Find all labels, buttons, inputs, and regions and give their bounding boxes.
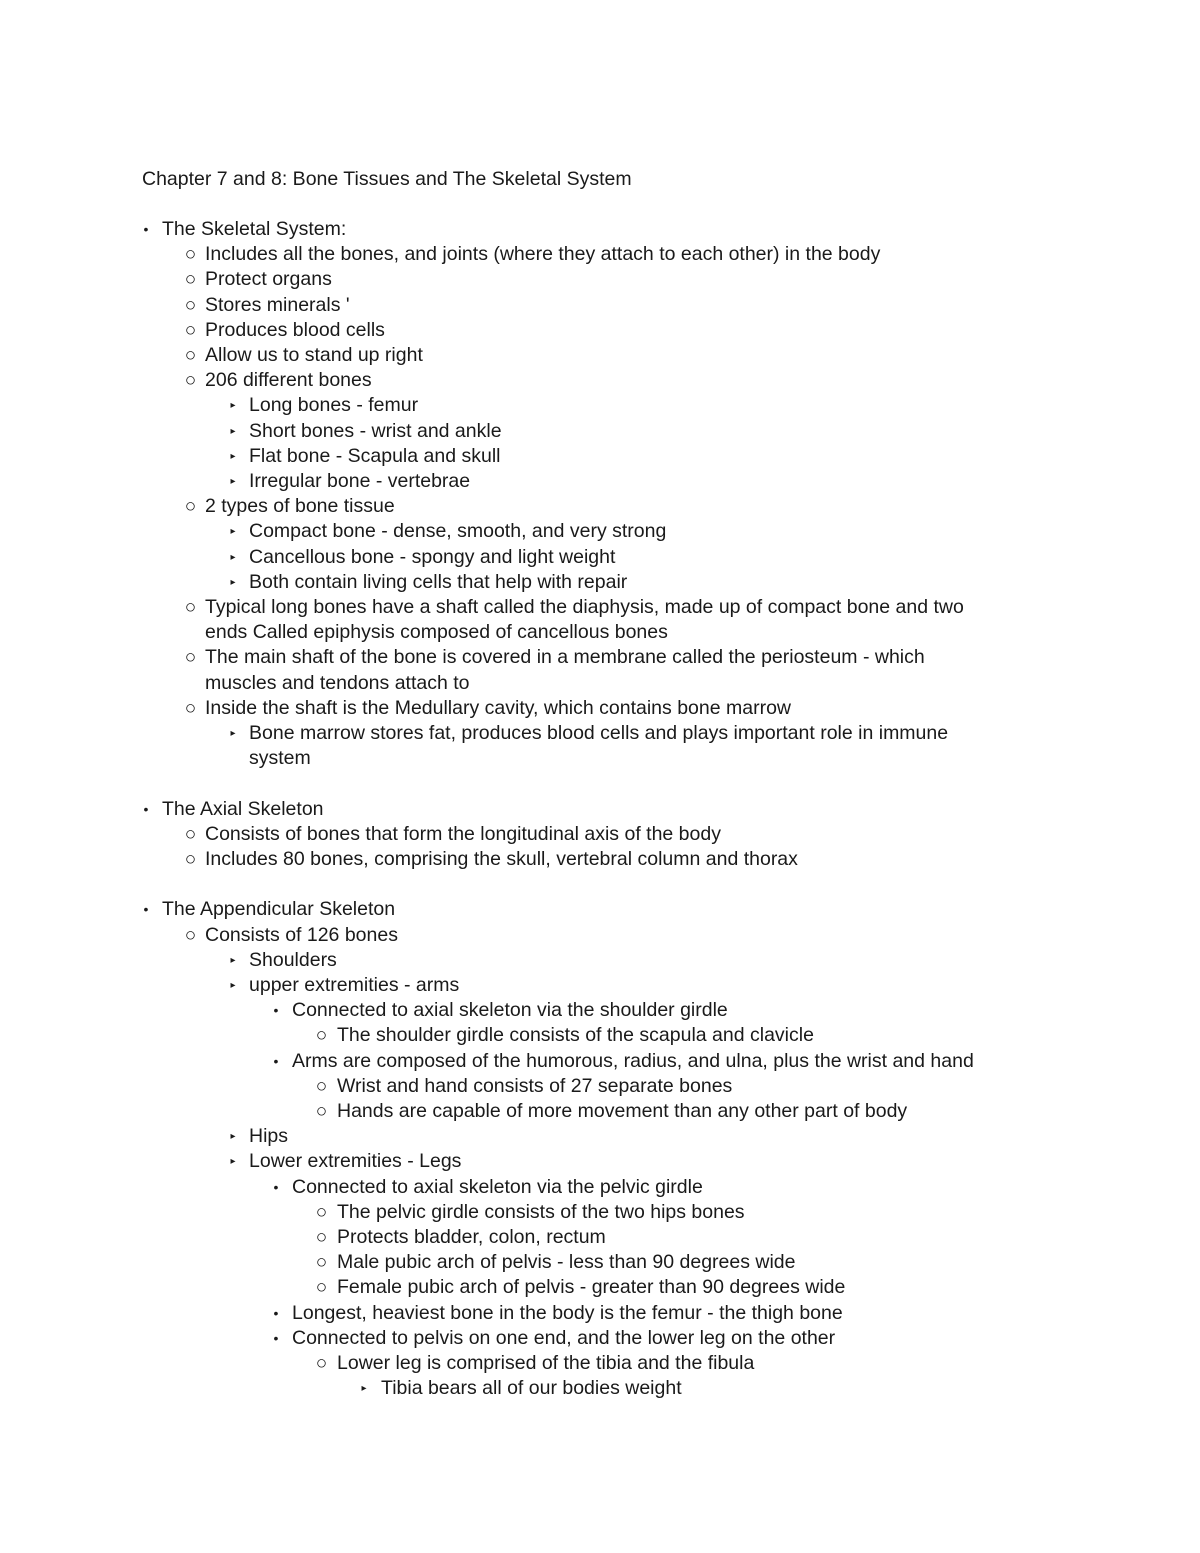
bullet-circle-icon: ○ xyxy=(315,1227,328,1248)
list-item xyxy=(0,923,1200,948)
bullet-circle-icon: ○ xyxy=(184,370,197,392)
list-item-text: Arms are composed of the humorous, radius, and ulna, plus the wrist and hand xyxy=(292,1049,974,1072)
list-item-text: Includes 80 bones, comprising the skull, vertebral column and thorax xyxy=(205,848,798,870)
list-item xyxy=(0,368,1200,393)
list-item xyxy=(0,1275,1200,1300)
bullet-arrow-icon: ▸ xyxy=(230,1131,236,1143)
list-item xyxy=(0,847,1200,872)
list-item-text: Wrist and hand consists of 27 separate bones xyxy=(337,1074,733,1097)
list-item xyxy=(0,620,1200,645)
bullet-arrow-icon: ▸ xyxy=(230,728,236,739)
bullet-arrow-icon: ▸ xyxy=(230,425,236,437)
bullet-circle-icon: ○ xyxy=(184,924,197,946)
list-item xyxy=(0,1225,1200,1250)
list-item-text: Connected to axial skeleton via the shoulder girdle xyxy=(292,999,728,1022)
list-item-text: Consists of bones that form the longitudinal axis of the body xyxy=(205,822,721,845)
list-item xyxy=(0,797,1200,822)
bullet-dot-icon: • xyxy=(143,901,149,918)
list-item-text: Protect organs xyxy=(205,268,332,291)
bullet-arrow-icon: ▸ xyxy=(230,400,236,412)
list-item-text: Includes all the bones, and joints (where they attach to each other) in the body xyxy=(205,243,881,266)
list-item xyxy=(0,1099,1200,1124)
list-item xyxy=(0,267,1200,292)
list-item xyxy=(0,570,1200,595)
list-item xyxy=(0,948,1200,973)
bullet-arrow-icon: ▸ xyxy=(361,1383,367,1395)
list-item-text: Protects bladder, colon, rectum xyxy=(337,1226,606,1248)
list-item xyxy=(0,318,1200,343)
bullet-arrow-icon: ▸ xyxy=(230,1156,236,1168)
bullet-dot-icon: • xyxy=(273,1329,279,1346)
bullet-circle-icon: ○ xyxy=(184,319,197,341)
list-item-text: muscles and tendons attach to xyxy=(205,671,470,694)
bullet-circle-icon: ○ xyxy=(184,697,197,719)
bullet-arrow-icon: ▸ xyxy=(230,476,236,487)
list-item-text: Tibia bears all of our bodies weight xyxy=(381,1377,682,1400)
list-item xyxy=(0,469,1200,494)
bullet-arrow-icon: ▸ xyxy=(230,450,236,462)
list-item-text: Connected to pelvis on one end, and the lower leg on the other xyxy=(292,1326,836,1349)
list-item-text: Short bones - wrist and ankle xyxy=(249,419,502,442)
list-item-text: Produces blood cells xyxy=(205,318,385,341)
page-title: Chapter 7 and 8: Bone Tissues and The Skeletal System xyxy=(142,168,632,190)
list-item-text: The shoulder girdle consists of the scapula and clavicle xyxy=(337,1024,814,1047)
list-item-text: Lower extremities - Legs xyxy=(249,1150,462,1173)
list-item-text: 206 different bones xyxy=(205,369,372,392)
list-item-text: Stores minerals ' xyxy=(205,293,350,316)
list-item-text: 2 types of bone tissue xyxy=(205,495,395,518)
list-item-text: Typical long bones have a shaft called the diaphysis, made up of compact bone and two xyxy=(205,596,964,618)
bullet-circle-icon: ○ xyxy=(184,823,197,845)
list-item xyxy=(0,1023,1200,1048)
list-item xyxy=(0,242,1200,267)
bullet-circle-icon: ○ xyxy=(184,849,197,870)
list-item-text: Inside the shaft is the Medullary cavity, which contains bone marrow xyxy=(205,696,791,719)
list-item xyxy=(0,444,1200,469)
list-item xyxy=(0,1351,1200,1376)
list-item xyxy=(0,645,1200,670)
list-item-text: Cancellous bone - spongy and light weight xyxy=(249,545,616,568)
list-item-text: Compact bone - dense, smooth, and very strong xyxy=(249,520,667,543)
list-item-text: Shoulders xyxy=(249,948,337,971)
list-item xyxy=(0,696,1200,721)
list-item-text: The Skeletal System: xyxy=(162,218,347,240)
list-item xyxy=(0,393,1200,418)
list-item-text: ends Called epiphysis composed of cancellous bones xyxy=(205,621,668,644)
list-item-text: Irregular bone - vertebrae xyxy=(249,470,471,492)
list-item xyxy=(0,1200,1200,1225)
bullet-circle-icon: ○ xyxy=(315,1252,328,1274)
list-item-text: Flat bone - Scapula and skull xyxy=(249,444,501,467)
list-item xyxy=(0,494,1200,519)
bullet-dot-icon: • xyxy=(143,221,149,237)
list-item xyxy=(0,343,1200,368)
list-item xyxy=(0,519,1200,544)
bullet-circle-icon: ○ xyxy=(315,1101,328,1122)
list-item xyxy=(0,973,1200,998)
list-item xyxy=(0,1175,1200,1200)
list-item-text: system xyxy=(249,747,311,770)
bullet-circle-icon: ○ xyxy=(184,647,197,669)
bullet-circle-icon: ○ xyxy=(184,269,197,291)
list-item-text: Hips xyxy=(249,1125,289,1148)
list-item xyxy=(0,1049,1200,1074)
list-item-text: Lower leg is comprised of the tibia and the fibula xyxy=(337,1352,755,1374)
bullet-circle-icon: ○ xyxy=(315,1201,328,1223)
list-item xyxy=(0,1074,1200,1099)
bullet-circle-icon: ○ xyxy=(184,244,197,266)
bullet-dot-icon: • xyxy=(273,1052,279,1069)
list-item-text: Female pubic arch of pelvis - greater than 90 degrees wide xyxy=(337,1276,846,1299)
list-item-text: Long bones - femur xyxy=(249,394,419,417)
list-item xyxy=(0,545,1200,570)
list-item xyxy=(0,419,1200,444)
list-item-text: Male pubic arch of pelvis - less than 90 degrees wide xyxy=(337,1251,796,1274)
list-item xyxy=(0,998,1200,1023)
list-item-text: upper extremities - arms xyxy=(249,974,460,996)
bullet-circle-icon: ○ xyxy=(184,345,197,366)
bullet-arrow-icon: ▸ xyxy=(230,954,236,966)
list-item xyxy=(0,897,1200,922)
list-item xyxy=(0,1124,1200,1149)
list-item xyxy=(0,746,1200,771)
list-item-text: Allow us to stand up right xyxy=(205,344,423,366)
bullet-circle-icon: ○ xyxy=(184,496,197,518)
list-item-text: Longest, heaviest bone in the body is the femur - the thigh bone xyxy=(292,1301,843,1324)
list-item xyxy=(0,1149,1200,1174)
bullet-dot-icon: • xyxy=(273,1304,279,1321)
bullet-dot-icon: • xyxy=(143,800,149,817)
list-item-text: Connected to axial skeleton via the pelvic girdle xyxy=(292,1175,703,1198)
list-item xyxy=(0,1326,1200,1351)
bullet-circle-icon: ○ xyxy=(315,1075,328,1097)
list-item xyxy=(0,1376,1200,1401)
list-item xyxy=(0,671,1200,696)
bullet-arrow-icon: ▸ xyxy=(230,551,236,563)
list-item-text: Consists of 126 bones xyxy=(205,923,398,946)
list-item-text: The Appendicular Skeleton xyxy=(162,898,396,921)
bullet-circle-icon: ○ xyxy=(315,1277,328,1299)
list-item xyxy=(0,293,1200,318)
bullet-dot-icon: • xyxy=(273,1178,279,1195)
list-item xyxy=(0,595,1200,620)
bullet-arrow-icon: ▸ xyxy=(230,576,236,588)
list-item-text: The pelvic girdle consists of the two hips bones xyxy=(337,1200,745,1223)
bullet-circle-icon: ○ xyxy=(315,1353,328,1374)
list-item-text: Bone marrow stores fat, produces blood cells and plays important role in immune xyxy=(249,722,949,744)
list-item xyxy=(0,217,1200,242)
bullet-arrow-icon: ▸ xyxy=(230,526,236,538)
bullet-circle-icon: ○ xyxy=(184,294,197,316)
list-item-text: The Axial Skeleton xyxy=(162,797,324,820)
list-item xyxy=(0,1301,1200,1326)
bullet-circle-icon: ○ xyxy=(315,1025,328,1047)
list-item xyxy=(0,721,1200,746)
list-item xyxy=(0,1250,1200,1275)
list-item xyxy=(0,822,1200,847)
bullet-circle-icon: ○ xyxy=(184,597,197,618)
bullet-dot-icon: • xyxy=(273,1002,279,1019)
list-item-text: The main shaft of the bone is covered in a membrane called the periosteum - which xyxy=(205,646,925,669)
list-item-text: Both contain living cells that help with repair xyxy=(249,570,628,593)
bullet-arrow-icon: ▸ xyxy=(230,980,236,991)
list-item-text: Hands are capable of more movement than any other part of body xyxy=(337,1100,908,1122)
